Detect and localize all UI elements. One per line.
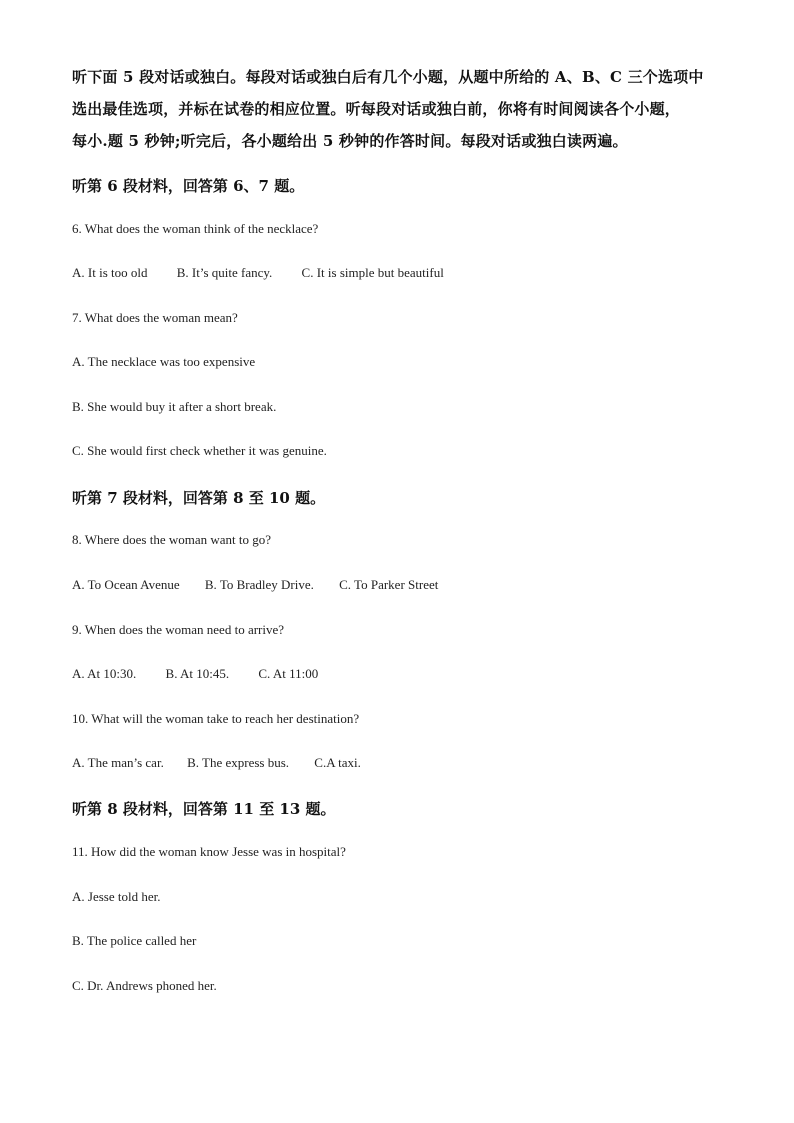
instruction-line-2: 选出最佳选项，并标在试卷的相应位置。听每段对话或独白前，你将有时间阅读各个小题，	[72, 100, 681, 118]
question-6: 6. What does the woman think of the necklace?	[72, 221, 319, 236]
question-11-option-a: A. Jesse told her.	[72, 889, 161, 904]
option-a: A. At 10:30.	[72, 666, 137, 681]
question-7-option-c: C. She would first check whether it was genuine.	[72, 443, 327, 458]
question-11-option-b: B. The police called her	[72, 933, 197, 948]
question-11-option-c: C. Dr. Andrews phoned her.	[72, 978, 217, 993]
question-8-options	[72, 577, 438, 593]
option-c: C. It is simple but beautiful	[301, 265, 444, 280]
section-heading-6: 听第 6 段材料，回答第 6、7 题。	[72, 177, 305, 195]
option-a: A. It is too old	[72, 265, 148, 280]
option-b: B. To Bradley Drive.	[204, 577, 314, 592]
question-10: 10. What will the woman take to reach her destination?	[72, 711, 360, 726]
option-b: B. It’s quite fancy.	[176, 265, 273, 280]
question-8: 8. Where does the woman want to go?	[72, 532, 272, 547]
option-a: A. The man’s car.	[72, 755, 164, 770]
option-a: A. To Ocean Avenue	[72, 577, 180, 592]
instruction-line-1: 听下面 5 段对话或独白。每段对话或独白后有几个小题，从题中所给的 A、B、C 三个选项中	[72, 68, 704, 86]
section-heading-8: 听第 8 段材料，回答第 11 至 13 题。	[72, 800, 336, 818]
question-11: 11. How did the woman know Jesse was in hospital?	[72, 844, 346, 859]
option-c: C.A taxi.	[314, 755, 361, 770]
question-6-options	[72, 265, 444, 281]
question-10-options	[72, 755, 361, 771]
option-c: C. To Parker Street	[339, 577, 439, 592]
option-b: B. At 10:45.	[165, 666, 230, 681]
question-7-option-b: B. She would buy it after a short break.	[72, 399, 277, 414]
option-c: C. At 11:00	[258, 666, 319, 681]
question-7-option-a: A. The necklace was too expensive	[72, 354, 256, 369]
instruction-line-3: 每小.题 5 秒钟;听完后，各小题给出 5 秒钟的作答时间。每段对话或独白读两遍。	[72, 132, 628, 150]
option-b: B. The express bus.	[187, 755, 290, 770]
question-9: 9. When does the woman need to arrive?	[72, 622, 285, 637]
question-9-options	[72, 666, 318, 682]
question-7: 7. What does the woman mean?	[72, 310, 238, 325]
section-heading-7: 听第 7 段材料，回答第 8 至 10 题。	[72, 489, 326, 507]
